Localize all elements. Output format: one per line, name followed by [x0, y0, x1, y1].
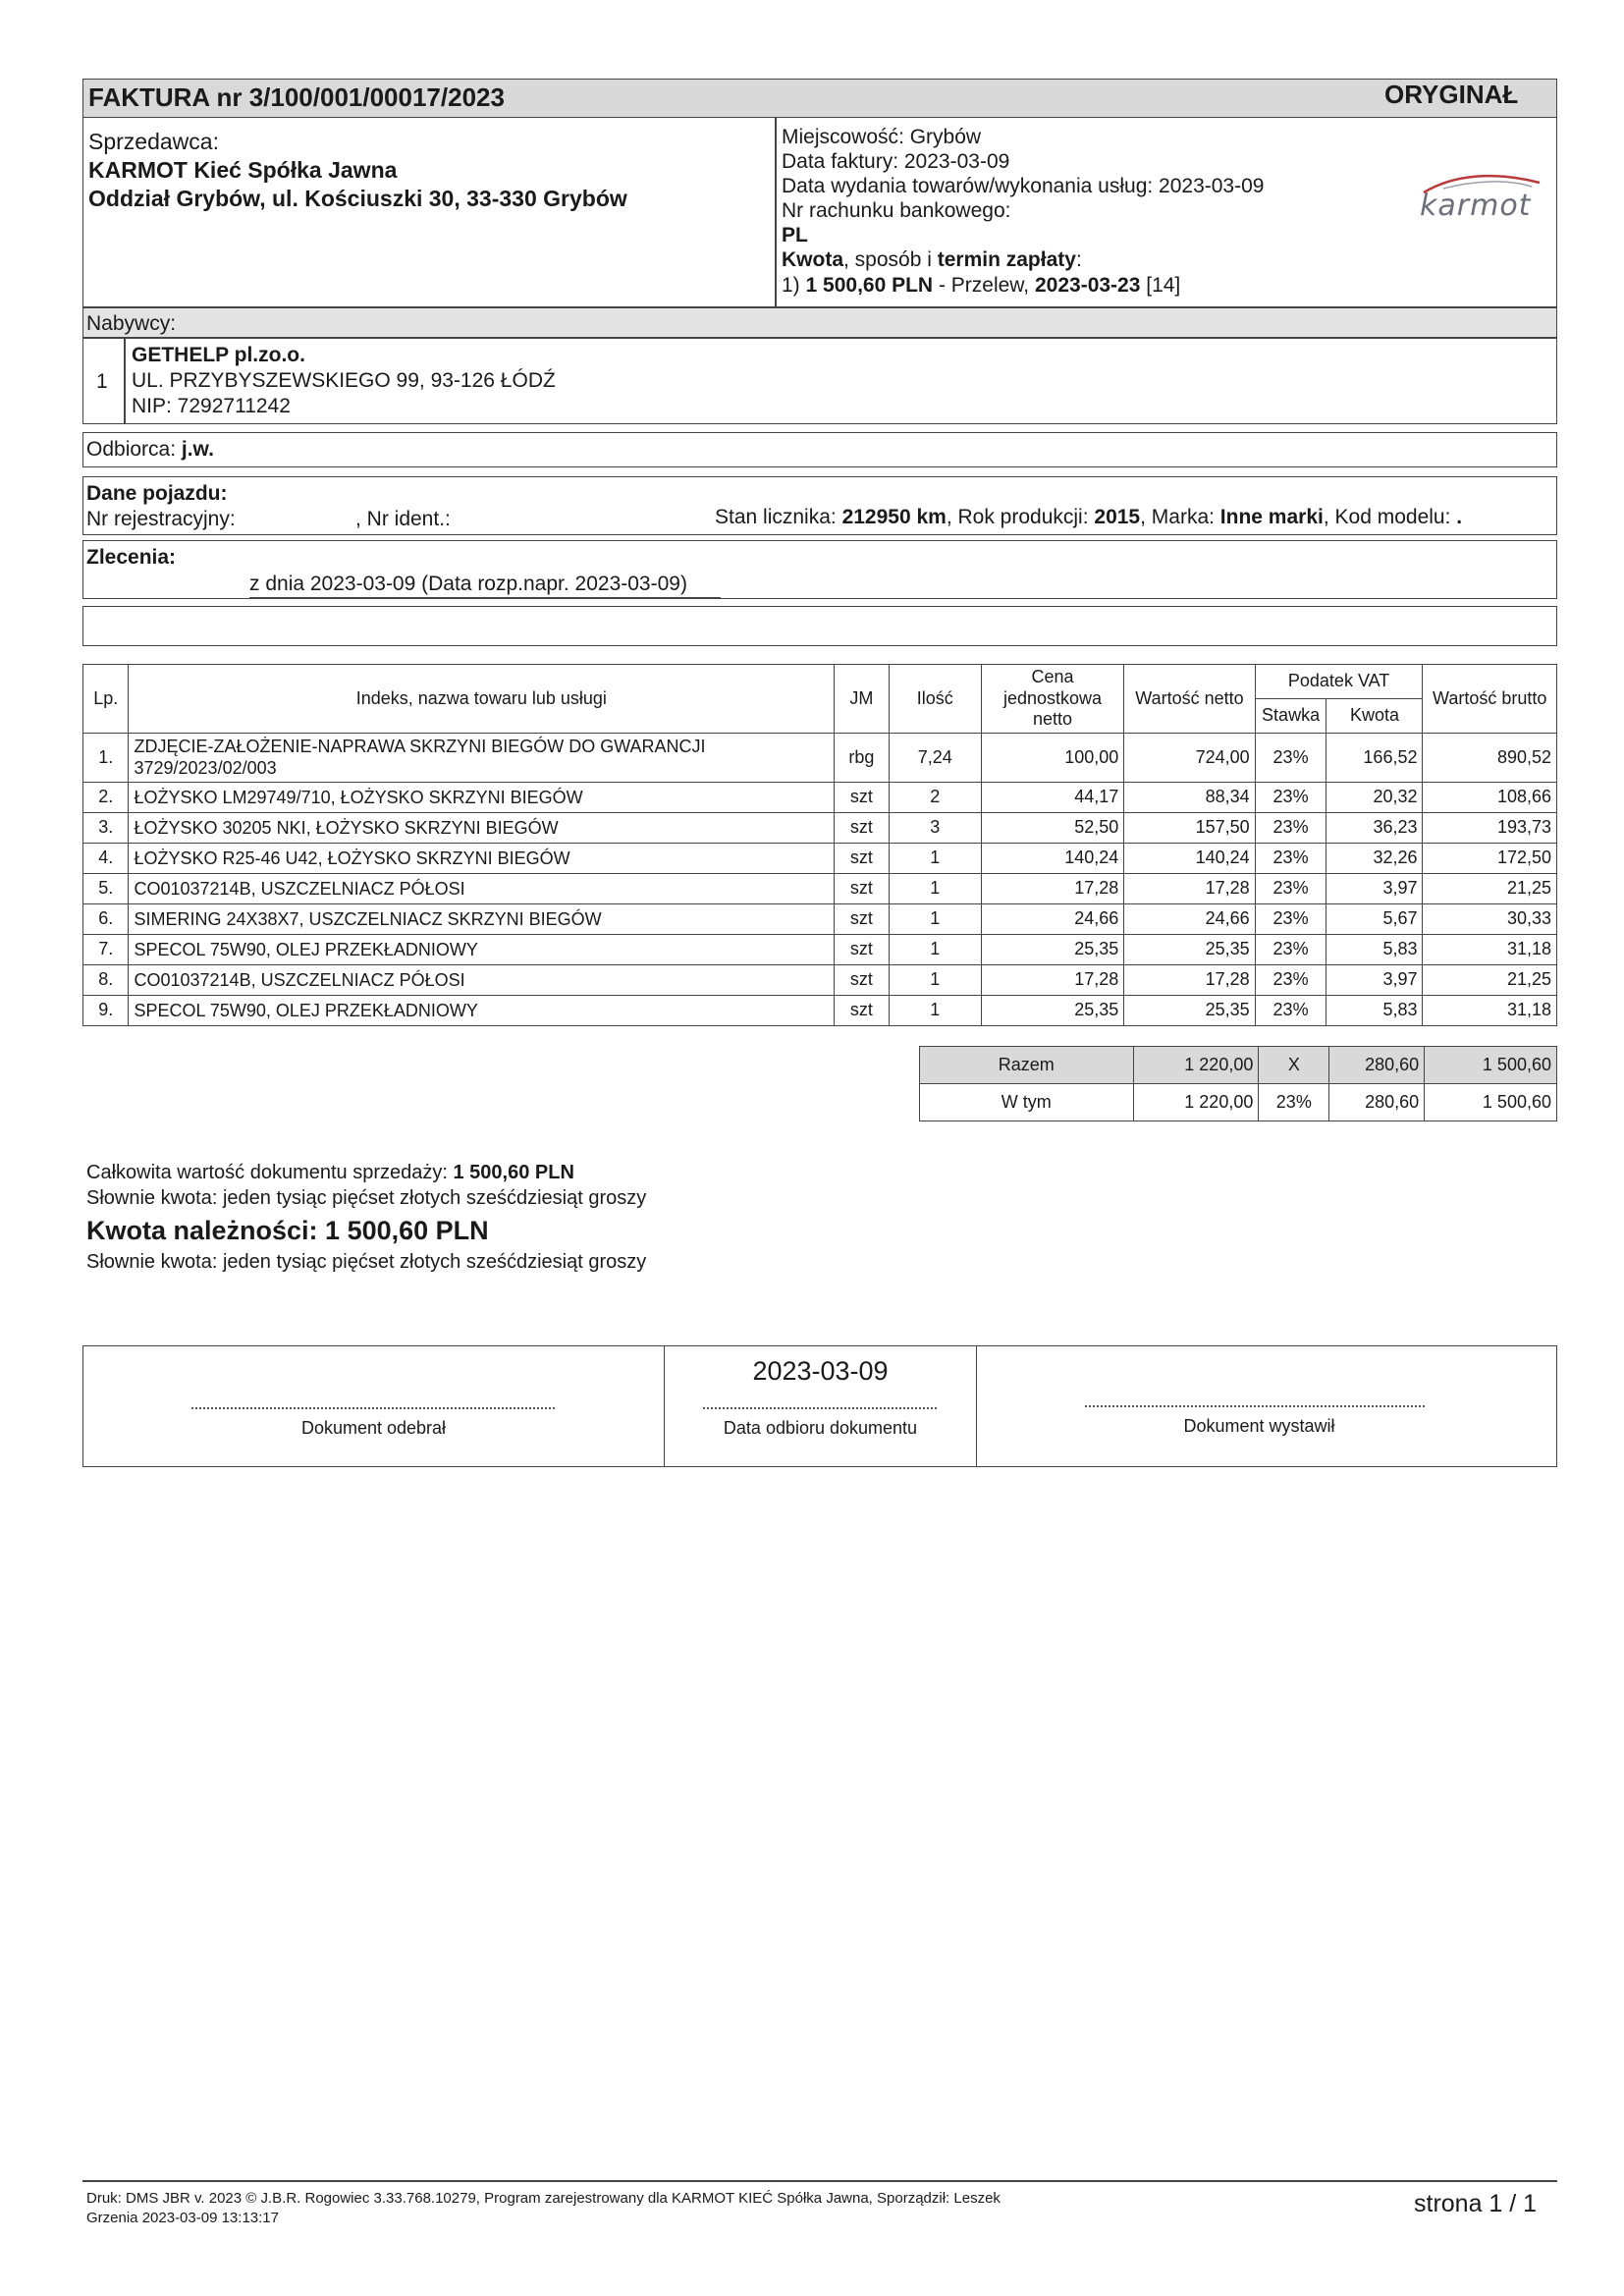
cell-qty: 1 [889, 995, 981, 1025]
items-table [82, 664, 1557, 1026]
cell-jm: szt [835, 843, 890, 873]
cell-gross: 30,33 [1423, 903, 1557, 934]
cell-vat: 3,97 [1326, 873, 1423, 903]
place: Miejscowość: Grybów [782, 126, 982, 148]
wtym-net: 1 220,00 [1133, 1084, 1259, 1121]
cell-jm: szt [835, 873, 890, 903]
razem-net: 1 220,00 [1133, 1047, 1259, 1084]
payment-label [782, 248, 1082, 272]
invoice-date: Data faktury: 2023-03-09 [782, 150, 1010, 173]
header-gross: Wartość brutto [1423, 665, 1557, 734]
cell-jm: szt [835, 812, 890, 843]
header-lp: Lp. [83, 665, 129, 734]
cell-unit-price: 24,66 [981, 903, 1124, 934]
orders-text: z dnia 2023-03-09 (Data rozp.napr. 2023-03-09) [249, 573, 687, 595]
invoice-title: FAKTURA nr 3/100/001/00017/2023 [88, 82, 505, 112]
table-row [83, 812, 1557, 843]
cell-name: ŁOŻYSKO LM29749/710, ŁOŻYSKO SKRZYNI BIEGÓW [129, 782, 835, 812]
cell-gross: 31,18 [1423, 995, 1557, 1025]
payment-label-amount: Kwota [782, 248, 843, 271]
table-row [83, 733, 1557, 782]
payment-due-date: 2023-03-23 [1034, 274, 1141, 297]
cell-rate: 23% [1255, 843, 1326, 873]
table-row [83, 934, 1557, 964]
amount-in-words-1: Słownie kwota: jeden tysiąc pięćset złotych sześćdziesiąt groszy [86, 1187, 647, 1209]
cell-net: 25,35 [1124, 995, 1255, 1025]
payment-prefix: 1) [782, 274, 806, 297]
razem-gross: 1 500,60 [1425, 1047, 1557, 1084]
wtym-label: W tym [920, 1084, 1134, 1121]
buyer-address: UL. PRZYBYSZEWSKIEGO 99, 93-126 ŁÓDŹ [132, 369, 556, 392]
cell-jm: rbg [835, 733, 890, 782]
wtym-rate: 23% [1259, 1084, 1329, 1121]
footer-print-date: Grzenia 2023-03-09 13:13:17 [86, 2210, 279, 2226]
signature-line-date [703, 1407, 937, 1409]
cell-qty: 1 [889, 843, 981, 873]
cell-jm: szt [835, 903, 890, 934]
cell-unit-price: 17,28 [981, 873, 1124, 903]
razem-vat: 280,60 [1329, 1047, 1425, 1084]
cell-name: ZDJĘCIE-ZAŁOŻENIE-NAPRAWA SKRZYNI BIEGÓW DO GWARANCJI 3729/2023/02/003 [129, 733, 835, 782]
model-label: , Kod modelu: [1323, 506, 1457, 528]
payment-label-colon: : [1075, 248, 1082, 271]
cell-jm: szt [835, 964, 890, 995]
cell-vat: 36,23 [1326, 812, 1423, 843]
buyer-divider [82, 337, 1557, 339]
header-net: Wartość netto [1124, 665, 1255, 734]
header-rate: Stawka [1255, 698, 1326, 733]
amount-due-line [86, 1216, 489, 1246]
table-row [83, 995, 1557, 1025]
cell-rate: 23% [1255, 812, 1326, 843]
table-row [83, 782, 1557, 812]
razem-label: Razem [920, 1047, 1134, 1084]
vehicle-ident-label: , Nr ident.: [355, 508, 451, 530]
seller-label: Sprzedawca: [88, 129, 219, 154]
buyer-label: Nabywcy: [86, 312, 177, 335]
total-value: 1 500,60 PLN [453, 1162, 574, 1183]
cell-lp: 4. [83, 843, 129, 873]
logo-text: karmot [1420, 189, 1532, 223]
year-value: 2015 [1094, 506, 1141, 528]
header-qty: Ilość [889, 665, 981, 734]
cell-unit-price: 44,17 [981, 782, 1124, 812]
cell-net: 140,24 [1124, 843, 1255, 873]
cell-lp: 3. [83, 812, 129, 843]
header-vat: Podatek VAT [1255, 665, 1423, 699]
table-row [83, 843, 1557, 873]
recipient [86, 438, 214, 462]
cell-vat: 32,26 [1326, 843, 1423, 873]
cell-qty: 1 [889, 964, 981, 995]
bank-account-label: Nr rachunku bankowego: [782, 199, 1011, 222]
cell-jm: szt [835, 934, 890, 964]
country-code: PL [782, 224, 808, 246]
vehicle-reg-label: Nr rejestracyjny: [86, 508, 236, 530]
cell-gross: 890,52 [1423, 733, 1557, 782]
cell-vat: 5,67 [1326, 903, 1423, 934]
cell-vat: 20,32 [1326, 782, 1423, 812]
buyer-name: GETHELP pl.zo.o. [132, 344, 305, 366]
cell-name: ŁOŻYSKO R25-46 U42, ŁOŻYSKO SKRZYNI BIEGÓW [129, 843, 835, 873]
recipient-label: Odbiorca: [86, 438, 182, 461]
cell-qty: 1 [889, 873, 981, 903]
header-name: Indeks, nazwa towaru lub usługi [129, 665, 835, 734]
cell-qty: 2 [889, 782, 981, 812]
cell-unit-price: 140,24 [981, 843, 1124, 873]
payment-days: [14] [1140, 274, 1181, 297]
cell-lp: 1. [83, 733, 129, 782]
cell-gross: 31,18 [1423, 934, 1557, 964]
vehicle-label: Dane pojazdu: [86, 482, 228, 505]
cell-net: 17,28 [1124, 873, 1255, 903]
footer-rule [82, 2180, 1557, 2182]
seller-info-divider [775, 117, 777, 307]
totals-table [919, 1046, 1557, 1121]
footer-print-info: Druk: DMS JBR v. 2023 © J.B.R. Rogowiec 3.33.768.10279, Program zarejestrowany dla KARMOT KIEĆ Spółka Jawna, Sporządził: Leszek [86, 2190, 1001, 2207]
seller-name: KARMOT Kieć Spółka Jawna [88, 157, 398, 183]
model-value: . [1456, 506, 1463, 528]
signature-col-issued [977, 1346, 1558, 1466]
buyer-nip: NIP: 7292711242 [132, 395, 291, 417]
cell-gross: 21,25 [1423, 873, 1557, 903]
cell-name: SPECOL 75W90, OLEJ PRZEKŁADNIOWY [129, 995, 835, 1025]
wtym-gross: 1 500,60 [1425, 1084, 1557, 1121]
total-value-line [86, 1162, 574, 1184]
header-unit-price: Cena jednostkowa netto [981, 665, 1124, 734]
cell-rate: 23% [1255, 903, 1326, 934]
cell-net: 24,66 [1124, 903, 1255, 934]
year-label: , Rok produkcji: [946, 506, 1095, 528]
issued-label: Dokument wystawił [1183, 1416, 1335, 1436]
table-row [83, 964, 1557, 995]
cell-net: 17,28 [1124, 964, 1255, 995]
table-row [83, 873, 1557, 903]
make-value: Inne marki [1219, 506, 1324, 528]
cell-rate: 23% [1255, 995, 1326, 1025]
make-label: , Marka: [1140, 506, 1220, 528]
seller-branch: Oddział Grybów, ul. Kościuszki 30, 33-330 Grybów [88, 186, 627, 211]
cell-lp: 7. [83, 934, 129, 964]
cell-vat: 166,52 [1326, 733, 1423, 782]
signature-box [82, 1345, 1557, 1467]
issue-date: Data wydania towarów/wykonania usług: 2023-03-09 [782, 175, 1265, 197]
amount-due-label: Kwota należności: [86, 1216, 326, 1245]
cell-lp: 5. [83, 873, 129, 903]
cell-jm: szt [835, 782, 890, 812]
header-vat-amount: Kwota [1326, 698, 1423, 733]
payment-line [782, 274, 1180, 298]
payment-method: - Przelew, [933, 274, 1035, 297]
orders-underline [249, 597, 721, 599]
cell-lp: 2. [83, 782, 129, 812]
totals-razem-row [920, 1047, 1557, 1084]
amount-due-value: 1 500,60 PLN [325, 1216, 489, 1245]
empty-notes-box [82, 606, 1557, 646]
header-jm: JM [835, 665, 890, 734]
recipient-box [82, 432, 1557, 467]
meter-label: Stan licznika: [715, 506, 842, 528]
karmot-logo [1414, 167, 1551, 232]
buyer-number: 1 [96, 370, 108, 393]
cell-name: CO01037214B, USZCZELNIACZ PÓŁOSI [129, 964, 835, 995]
cell-rate: 23% [1255, 964, 1326, 995]
cell-vat: 3,97 [1326, 964, 1423, 995]
received-label: Dokument odebrał [300, 1418, 447, 1438]
cell-unit-price: 25,35 [981, 995, 1124, 1025]
cell-lp: 8. [83, 964, 129, 995]
vehicle-details [715, 506, 1462, 529]
recipient-value: j.w. [181, 438, 214, 461]
payment-label-term: termin zapłaty [937, 248, 1076, 271]
cell-jm: szt [835, 995, 890, 1025]
cell-name: SPECOL 75W90, OLEJ PRZEKŁADNIOWY [129, 934, 835, 964]
signature-line-received [191, 1407, 555, 1409]
meter-value: 212950 km [841, 506, 947, 528]
cell-gross: 172,50 [1423, 843, 1557, 873]
cell-gross: 21,25 [1423, 964, 1557, 995]
razem-rate: X [1259, 1047, 1329, 1084]
cell-unit-price: 52,50 [981, 812, 1124, 843]
cell-name: CO01037214B, USZCZELNIACZ PÓŁOSI [129, 873, 835, 903]
cell-qty: 7,24 [889, 733, 981, 782]
cell-rate: 23% [1255, 873, 1326, 903]
amount-in-words-2: Słownie kwota: jeden tysiąc pięćset złotych sześćdziesiąt groszy [86, 1251, 647, 1273]
cell-lp: 6. [83, 903, 129, 934]
cell-net: 88,34 [1124, 782, 1255, 812]
cell-vat: 5,83 [1326, 934, 1423, 964]
cell-net: 724,00 [1124, 733, 1255, 782]
cell-unit-price: 100,00 [981, 733, 1124, 782]
signature-col-date [665, 1346, 977, 1466]
cell-gross: 193,73 [1423, 812, 1557, 843]
receipt-date-label: Data odbioru dokumentu [723, 1418, 918, 1438]
cell-qty: 1 [889, 903, 981, 934]
buyer-number-divider [124, 337, 126, 424]
totals-wtym-row [920, 1084, 1557, 1121]
cell-lp: 9. [83, 995, 129, 1025]
cell-vat: 5,83 [1326, 995, 1423, 1025]
table-header-row [83, 665, 1557, 699]
signature-line-issued [1085, 1405, 1425, 1407]
cell-qty: 1 [889, 934, 981, 964]
cell-gross: 108,66 [1423, 782, 1557, 812]
payment-amount: 1 500,60 PLN [805, 274, 934, 297]
wtym-vat: 280,60 [1329, 1084, 1425, 1121]
cell-name: SIMERING 24X38X7, USZCZELNIACZ SKRZYNI BIEGÓW [129, 903, 835, 934]
cell-unit-price: 17,28 [981, 964, 1124, 995]
cell-net: 157,50 [1124, 812, 1255, 843]
cell-rate: 23% [1255, 733, 1326, 782]
cell-unit-price: 25,35 [981, 934, 1124, 964]
page-number: strona 1 / 1 [1414, 2190, 1538, 2217]
table-body [83, 733, 1557, 1025]
table-row [83, 903, 1557, 934]
orders-label: Zlecenia: [86, 546, 177, 569]
original-label: ORYGINAŁ [1384, 80, 1519, 109]
cell-rate: 23% [1255, 934, 1326, 964]
receipt-date: 2023-03-09 [752, 1356, 889, 1386]
signature-col-received [83, 1346, 665, 1466]
cell-name: ŁOŻYSKO 30205 NKI, ŁOŻYSKO SKRZYNI BIEGÓW [129, 812, 835, 843]
cell-qty: 3 [889, 812, 981, 843]
cell-rate: 23% [1255, 782, 1326, 812]
payment-label-method: , sposób i [843, 248, 938, 271]
cell-net: 25,35 [1124, 934, 1255, 964]
total-value-label: Całkowita wartość dokumentu sprzedaży: [86, 1162, 454, 1183]
